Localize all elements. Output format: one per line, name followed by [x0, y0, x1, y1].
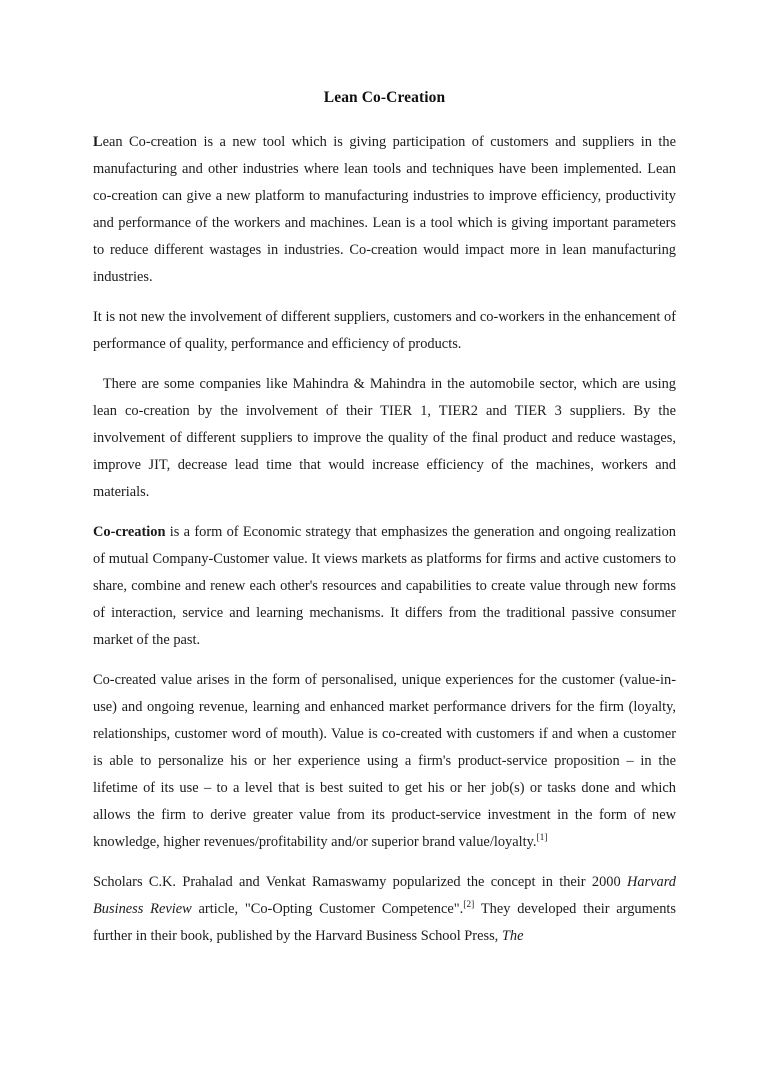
paragraph-6-text-part-2: article, "Co-Opting Customer Competence". [191, 901, 464, 917]
paragraph-6-text-part-1: Scholars C.K. Prahalad and Venkat Ramaswamy popularized the concept in their 2000 [93, 874, 627, 890]
paragraph-3 [93, 371, 676, 506]
citation-reference-2[interactable]: [2] [463, 900, 475, 911]
paragraph-2-text: It is not new the involvement of different suppliers, customers and co-workers in the enhancement of performance of quality, performance and efficiency of products. [93, 309, 676, 352]
journal-title-harvard-business-review: Harvard Business Review [93, 874, 676, 917]
paragraph-2 [93, 304, 676, 358]
book-title-start: The [501, 928, 524, 944]
paragraph-6 [93, 869, 676, 950]
paragraph-4-lead-term: Co-creation [93, 524, 166, 540]
paragraph-5 [93, 667, 676, 856]
citation-reference-1[interactable]: [1] [536, 833, 548, 844]
paragraph-4 [93, 519, 676, 654]
paragraph-3-text: There are some companies like Mahindra & Mahindra in the automobile sector, which are using lean co-creation by the involvement of their TIER 1, TIER2 and TIER 3 suppliers. By the involvement of different suppliers to improve the quality of the final product and reduce wastages, improve JIT, decrease lead time that would increase efficiency of the machines, workers and materials. [93, 376, 676, 500]
page-title: Lean Co-Creation [323, 89, 446, 106]
paragraph-1-text: ean Co-creation is a new tool which is giving participation of customers and suppliers in the manufacturing and other industries where lean tools and techniques have been implemented. Lean co-creation can give a new platform to manufacturing industries to improve efficiency, productivity and performance of the workers and machines. Lean is a tool which is giving important parameters to reduce different wastages in industries. Co-creation would impact more in lean manufacturing industries. [93, 134, 676, 285]
document-body [93, 88, 676, 950]
paragraph-1-drop-cap: L [93, 134, 103, 150]
paragraph-5-text: Co-created value arises in the form of personalised, unique experiences for the customer (value-in-use) and ongoing revenue, learning and enhanced market performance drivers for the firm (loyalty, relationships, customer word of mouth). Value is co-created with customers if and when a customer is able to personalize his or her experience using a firm's product-service proposition – in the lifetime of its use – to a level that is best suited to get his or her job(s) or tasks done and which allows the firm to derive greater value from its product-service investment in the form of new knowledge, higher revenues/profitability and/or superior brand value/loyalty. [93, 672, 676, 850]
paragraph-1 [93, 129, 676, 291]
paragraph-4-text: is a form of Economic strategy that emphasizes the generation and ongoing realization of mutual Company-Customer value. It views markets as platforms for firms and active customers to share, combine and renew each other's resources and capabilities to create value through new forms of interaction, service and learning mechanisms. It differs from the traditional passive consumer market of the past. [93, 524, 676, 648]
paragraph-6-text-part-3: They developed their arguments further in their book, published by the Harvard Business School Press, [93, 901, 676, 944]
